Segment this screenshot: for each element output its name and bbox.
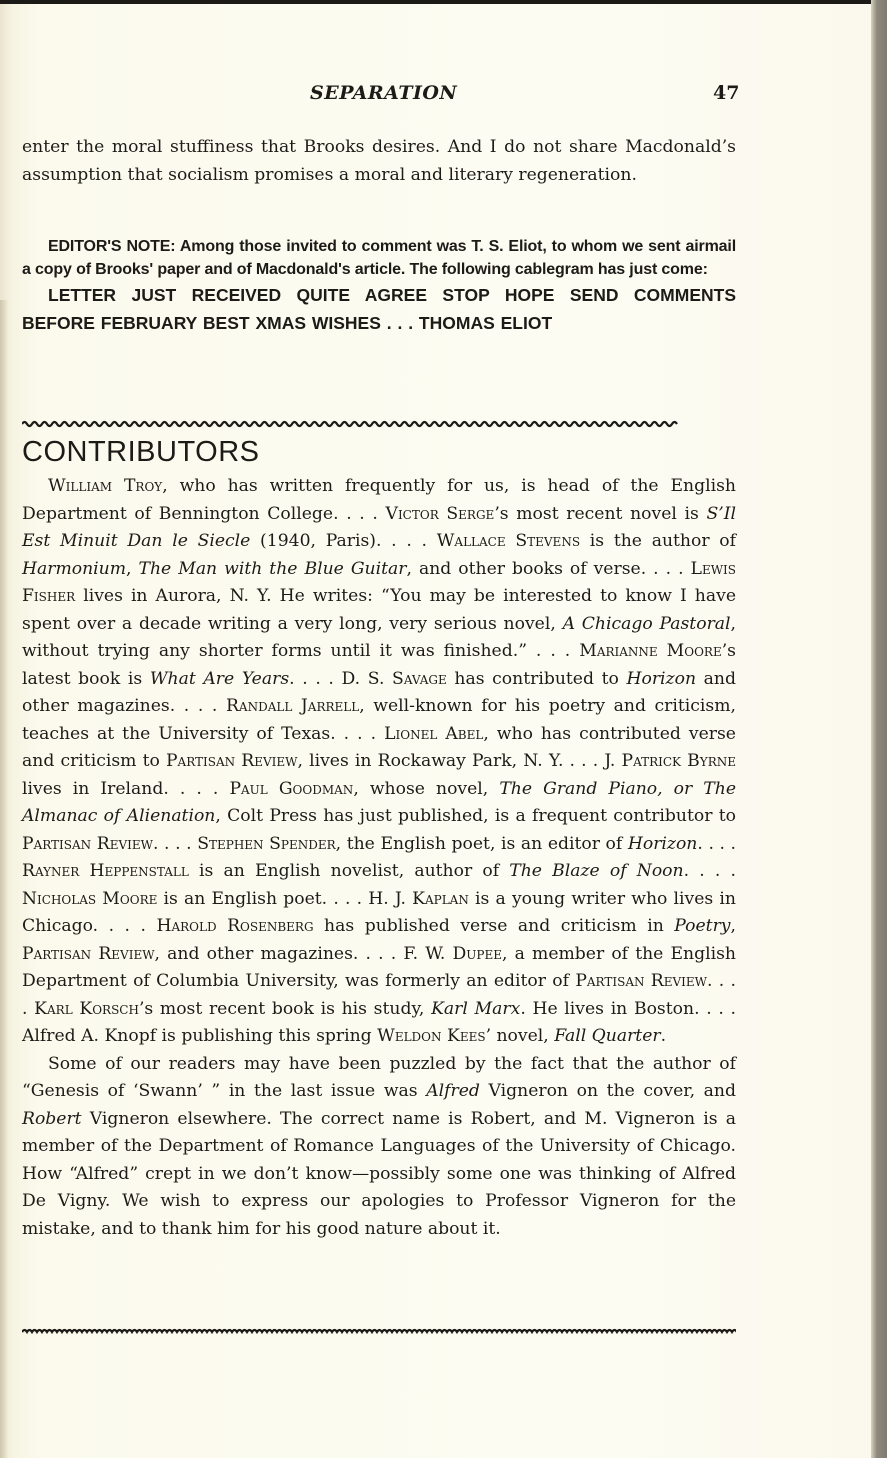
text-run: . . . . D. S. <box>289 668 393 689</box>
contributors-paragraph <box>22 473 736 1051</box>
title-italic: Karl Marx <box>431 998 521 1019</box>
name-smallcaps: Victor Serge <box>385 503 495 524</box>
title-italic: Harmonium <box>22 558 127 579</box>
name-smallcaps: Nicholas Moore <box>22 888 158 909</box>
text-run: (1940, Paris). . . . <box>250 531 437 551</box>
text-run: . <box>660 1026 667 1046</box>
running-head <box>0 82 740 112</box>
text-run: ’s most recent novel is <box>494 503 707 524</box>
page-top-edge <box>0 0 887 4</box>
text-run: , and other magazines. . . . F. W. <box>154 943 453 964</box>
text-run: has contributed to <box>446 668 627 689</box>
text-run: , well-known for his poetry and criticism, teaches at the University of Texas. . . . <box>22 696 737 744</box>
text-run: ’ novel, <box>485 1026 555 1046</box>
title-italic: Fall Quarter <box>554 1026 661 1046</box>
title-italic: Horizon <box>627 833 698 854</box>
name-smallcaps: Savage <box>392 668 447 689</box>
name-smallcaps: Paul Goodman <box>229 778 354 799</box>
text-run: is an English novelist, author of <box>188 861 510 881</box>
contributors-heading: CONTRIBUTORS <box>22 436 260 468</box>
name-smallcaps: Randall Jarrell <box>225 696 360 716</box>
text-run: Vigneron on the cover, and <box>479 1081 736 1101</box>
name-smallcaps: Partisan Review <box>22 833 153 854</box>
name-smallcaps: Lionel Abel <box>384 723 484 744</box>
name-smallcaps: Wallace Stevens <box>436 531 581 551</box>
name-smallcaps: Patrick Byrne <box>621 751 736 771</box>
title-italic: The Man with the Blue Guitar <box>138 558 407 579</box>
text-run: ’s most recent book is his study, <box>138 998 432 1019</box>
text-run: . He lives in Boston. . . . Alfred A. Knopf is publishing this spring <box>22 998 736 1046</box>
page-number: 47 <box>713 82 740 104</box>
name-smallcaps: Marianne Moore <box>579 641 722 661</box>
text-run: is a young writer who lives in Chicago. . . . <box>22 888 736 936</box>
title-italic: Alfred <box>426 1081 480 1101</box>
name-smallcaps: Lewis Fisher <box>22 558 736 606</box>
title-italic: The Grand Piano, or The Almanac of Alienation <box>22 778 736 826</box>
text-run: , without trying any shorter forms until it was finished.” . . . <box>22 613 736 661</box>
text-run: and other magazines. . . . <box>22 668 736 716</box>
correction-paragraph <box>22 1051 736 1244</box>
text-run: , the English poet, is an editor of <box>335 833 628 854</box>
name-smallcaps: Partisan Review <box>165 751 298 771</box>
opening-paragraph <box>22 134 736 189</box>
text-run: , and other books of verse. . . . <box>406 558 691 579</box>
text-run: , <box>126 558 139 579</box>
text-run: , who has written frequently for us, is head of the English Department of Bennington College. . . . <box>22 476 736 524</box>
text-run: , lives in Rockaway Park, N. Y. . . . J. <box>297 751 622 771</box>
name-smallcaps: William Troy <box>48 476 163 496</box>
title-italic: What Are Years <box>149 668 290 689</box>
text-run: , whose novel, <box>353 778 500 799</box>
name-smallcaps: Stephen Spender <box>197 833 336 854</box>
name-smallcaps: Weldon Kees <box>377 1026 486 1046</box>
name-smallcaps: Harold Rosenberg <box>156 916 314 936</box>
name-smallcaps: Partisan Review <box>575 971 707 991</box>
name-smallcaps: Dupee <box>452 943 503 964</box>
text-run: Vigneron elsewhere. The correct name is Robert, and M. Vigneron is a member of the Department of Romance Languages of the University of Chicago. How “Alfred” crept in we don’t know—possibly some one was thinking of Alfred De Vigny. We wish to express our apologies to Professor Vigneron for the mistake, and to thank him for his good nature about it. <box>22 1108 736 1239</box>
title-italic: Horizon <box>626 668 697 689</box>
name-smallcaps: Partisan Review <box>22 943 155 964</box>
running-title: SEPARATION <box>310 82 458 104</box>
text-run: , <box>730 916 736 936</box>
text-run: has published verse and criticism in <box>313 916 675 936</box>
text-run: lives in Ireland. . . . <box>22 778 230 799</box>
wavy-divider-bottom <box>22 1328 736 1336</box>
text-run: . . . . <box>22 971 736 1019</box>
text-run: . . . . <box>697 833 737 854</box>
binding-shadow <box>0 300 8 1458</box>
opening-paragraph-text: enter the moral stuffiness that Brooks desires. And I do not share Macdonald’s assumption that socialism promises a moral and literary regeneration. <box>22 137 736 185</box>
editors-note <box>22 236 736 337</box>
contributors-section <box>22 473 736 1243</box>
cablegram-text: LETTER JUST RECEIVED QUITE AGREE STOP HOPE SEND COMMENTS BEFORE FEBRUARY BEST XMAS WISHES . . . THOMAS ELIOT <box>22 285 736 333</box>
text-run: is the author of <box>580 531 736 551</box>
title-italic: Poetry <box>674 916 731 936</box>
text-run: . . . . <box>683 861 736 881</box>
title-italic: Robert <box>22 1108 82 1129</box>
title-italic: A Chicago Pastoral <box>562 613 731 634</box>
text-run: ’s latest book is <box>22 641 737 689</box>
editors-note-text: EDITOR'S NOTE: Among those invited to comment was T. S. Eliot, to whom we sent airmail a copy of Brooks' paper and of Macdonald's article. The following cablegram has just come: <box>22 238 736 278</box>
wavy-divider-top <box>22 420 736 428</box>
text-run: is an English poet. . . . H. J. <box>157 888 413 909</box>
name-smallcaps: Rayner Heppenstall <box>22 861 189 881</box>
text-run: , Colt Press has just published, is a frequent contributor to <box>215 806 736 826</box>
title-italic: S’Il Est Minuit Dan le Siecle <box>22 503 737 551</box>
text-run: , who has contributed verse and criticism to <box>22 723 736 771</box>
text-run: lives in Aurora, N. Y. He writes: “You may be interested to know I have spent over a decade writing a very long, very serious novel, <box>22 586 736 634</box>
title-italic: The Blaze of Noon <box>509 861 684 881</box>
page-right-edge <box>871 0 887 1458</box>
name-smallcaps: Karl Korsch <box>34 998 139 1019</box>
text-run: Some of our readers may have been puzzled by the fact that the author of “Genesis of ‘Swann’ ” in the last issue was <box>22 1053 736 1101</box>
name-smallcaps: Kaplan <box>412 888 469 909</box>
text-run: . . . . <box>152 833 198 854</box>
text-run: , a member of the English Department of Columbia University, was formerly an editor of <box>22 943 737 991</box>
